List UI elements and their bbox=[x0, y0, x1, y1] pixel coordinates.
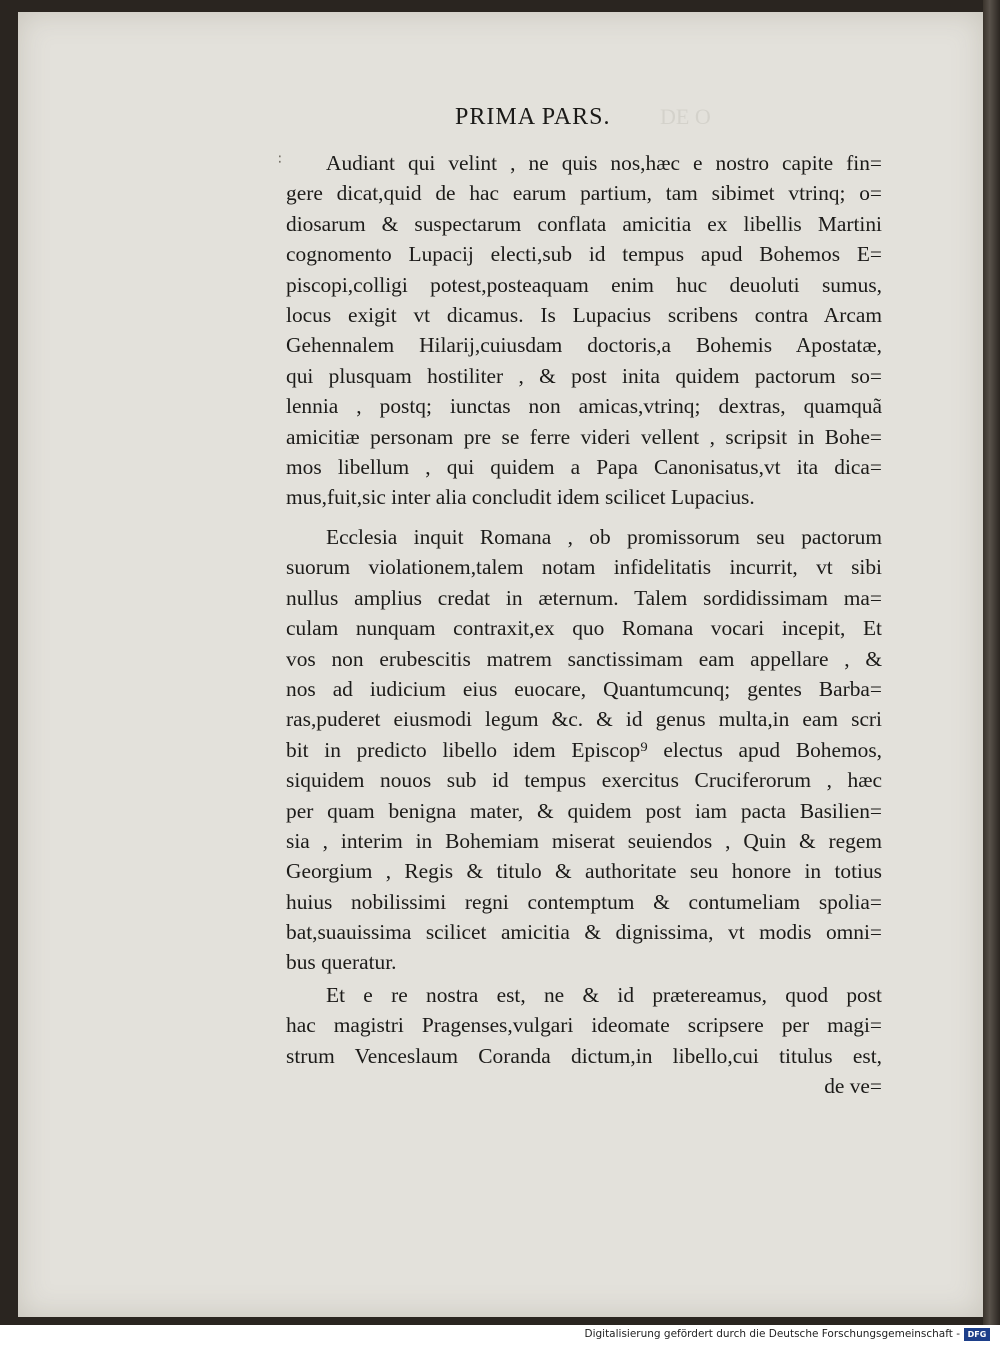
text-line: Ecclesia inquit Romana , ob promissorum seu pactorum bbox=[326, 525, 882, 549]
text-line: lennia , postq; iunctas non amicas,vtrinq; dextras, quamquã bbox=[286, 394, 882, 419]
paragraph-3 bbox=[286, 980, 882, 1102]
page-title: PRIMA PARS. bbox=[455, 104, 611, 130]
text-line: huius nobilissimi regni contemptum & contumeliam spolia= bbox=[286, 889, 882, 914]
text-line: strum Venceslaum Coranda dictum,in libello,cui titulus est, bbox=[286, 1043, 882, 1068]
text-line: piscopi,colligi potest,posteaquam enim huc deuoluti sumus, bbox=[286, 272, 882, 297]
text-line: vos non erubescitis matrem sanctissimam eam appellare , & bbox=[286, 646, 882, 671]
text-line: diosarum & suspectarum conflata amicitia ex libellis Martini bbox=[286, 211, 882, 236]
text-line: nullus amplius credat in æternum. Talem sordidissimam ma= bbox=[286, 585, 882, 610]
text-line: qui plusquam hostiliter , & post inita quidem pactorum so= bbox=[286, 363, 882, 388]
text-line: siquidem nouos sub id tempus exercitus Cruciferorum , hæc bbox=[286, 768, 882, 793]
catchword: de ve= bbox=[824, 1074, 882, 1099]
text-line: Et e re nostra est, ne & id prætereamus, quod post bbox=[326, 983, 882, 1007]
text-line: mos libellum , qui quidem a Papa Canonisatus,vt ita dica= bbox=[286, 454, 882, 479]
text-line: suorum violationem,talem notam infidelitatis incurrit, vt sibi bbox=[286, 555, 882, 580]
text-line: nos ad iudicium eius euocare, Quantumcunq; gentes Barba= bbox=[286, 676, 882, 701]
text-line: mus,fuit,sic inter alia concludit idem scilicet Lupacius. bbox=[286, 485, 755, 510]
margin-mark: ∶ bbox=[278, 152, 282, 168]
text-line: sia , interim in Bohemiam miserat seuiendos , Quin & regem bbox=[286, 828, 882, 853]
text-line: bus queratur. bbox=[286, 950, 397, 975]
text-line: gere dicat,quid de hac earum partium, tam sibimet vtrinq; o= bbox=[286, 181, 882, 206]
text-line: cognomento Lupacij electi,sub id tempus apud Bohemos E= bbox=[286, 242, 882, 267]
text-line: ras,puderet eiusmodi legum &c. & id genus multa,in eam scri bbox=[286, 707, 882, 732]
text-line: locus exigit vt dicamus. Is Lupacius scribens contra Arcam bbox=[286, 302, 882, 327]
paragraph-2 bbox=[286, 522, 882, 978]
paragraph-1 bbox=[286, 148, 882, 513]
text-line: per quam benigna mater, & quidem post iam pacta Basilien= bbox=[286, 798, 882, 823]
page-edge bbox=[983, 0, 1000, 1325]
text-line: Audiant qui velint , ne quis nos,hæc e nostro capite fin= bbox=[326, 151, 882, 175]
text-line: culam nunquam contraxit,ex quo Romana vocari incepit, Et bbox=[286, 616, 882, 641]
text-line: Gehennalem Hilarij,cuiusdam doctoris,a Bohemis Apostatæ, bbox=[286, 333, 882, 358]
funding-credit: Digitalisierung gefördert durch die Deutsche Forschungsgemeinschaft - bbox=[584, 1328, 960, 1340]
text-line: hac magistri Pragenses,vulgari ideomate scripsere per magi= bbox=[286, 1013, 882, 1038]
text-line: Georgium , Regis & titulo & authoritate seu honore in totius bbox=[286, 859, 882, 884]
dfg-logo: DFG bbox=[964, 1328, 990, 1341]
text-line: bat,suauissima scilicet amicitia & dignissima, vt modis omni= bbox=[286, 920, 882, 945]
bleed-through-text: DE O bbox=[660, 104, 711, 129]
text-line: bit in predicto libello idem Episcop⁹ electus apud Bohemos, bbox=[286, 737, 882, 762]
text-line: amicitiæ personam pre se ferre videri vellent , scripsit in Bohe= bbox=[286, 424, 882, 449]
